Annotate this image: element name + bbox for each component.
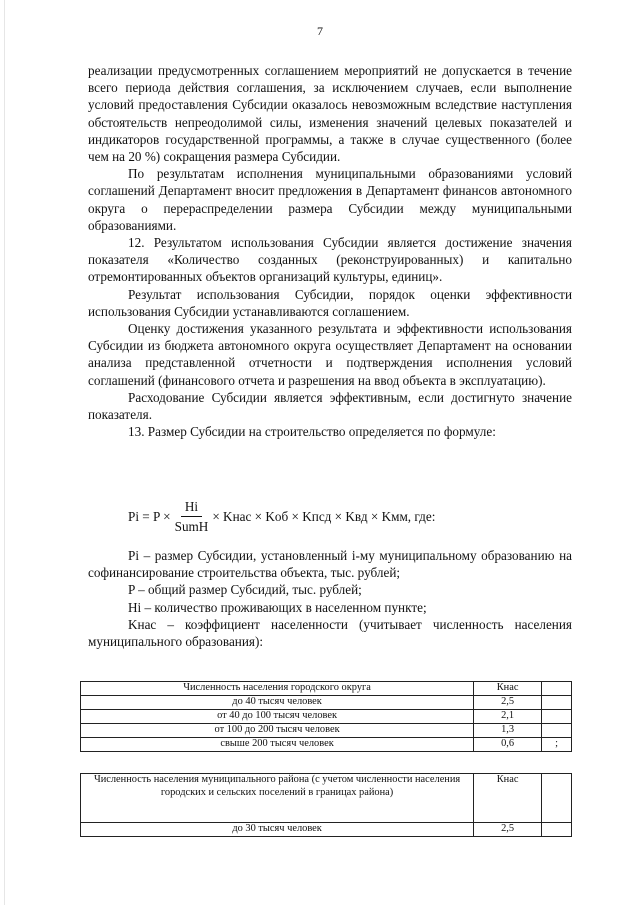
table-header-row xyxy=(81,774,572,823)
table-row xyxy=(81,724,572,738)
table-header-cell: Кнас xyxy=(474,774,542,823)
table-row xyxy=(81,696,572,710)
table-header-cell xyxy=(542,774,572,823)
table-row xyxy=(81,738,572,752)
main-text xyxy=(88,62,572,440)
table-header-row xyxy=(81,682,572,696)
definition-knas: Kнас – коэффициент населенности (учитывает численность населения муниципального образования): xyxy=(88,616,572,650)
definition-p: P – общий размер Субсидий, тыс. рублей; xyxy=(128,582,362,598)
table-cell: до 30 тысяч человек xyxy=(81,823,474,837)
table-cell: от 100 до 200 тысяч человек xyxy=(81,724,474,738)
table-cell: свыше 200 тысяч человек xyxy=(81,738,474,752)
table-header-cell xyxy=(542,682,572,696)
table-cell: 2,5 xyxy=(474,823,542,837)
paragraph-item-12: 12. Результатом использования Субсидии является достижение значения показателя «Количество созданных (реконструированных) и капитально отремонтированных объектов организаций культуры, единиц». xyxy=(88,235,572,285)
table-cell: 2,5 xyxy=(474,696,542,710)
table-cell xyxy=(542,710,572,724)
table-cell xyxy=(542,823,572,837)
page-number: 7 xyxy=(317,24,323,38)
paragraph-result-agreement: Результат использования Субсидии, порядок оценки эффективности использования Субсидии устанавливаются соглашением. xyxy=(88,286,572,319)
district-population-table xyxy=(80,773,572,837)
table-cell: от 40 до 100 тысяч человек xyxy=(81,710,474,724)
paragraph-evaluation: Оценку достижения указанного результата и эффективности использования Субсидии из бюджета автономного округа осуществляет Департамент на основании анализа представленной отчетности и подтверждения исполнения условий соглашений (финансового отчета и разрешения на ввод объекта в эксплуатацию). xyxy=(88,321,572,388)
formula-fraction xyxy=(175,499,209,534)
paragraph-continuation: реализации предусмотренных соглашением мероприятий не допускается в течение всего периода действия соглашения, за исключением случаев, если выполнение условий предоставления Субсидии оказалось невозможным вследствие наступления обстоятельств непреодолимой силы, изменения значений целевых показателей и индикаторов государственной программы, а также в случае существенного (более чем на 20 %) сокращения размера Субсидии. xyxy=(88,63,572,165)
formula-rhs: × Kнас × Kоб × Kпсд × Kвд × Kмм, где: xyxy=(212,508,436,524)
formula-numerator: Hi xyxy=(181,499,202,517)
paragraph-item-13: 13. Размер Субсидии на строительство определяется по формуле: xyxy=(128,424,496,440)
table-cell: до 40 тысяч человек xyxy=(81,696,474,710)
table-header-cell: Численность населения муниципального района (с учетом численности населения городских и сельских поселений в границах района) xyxy=(81,774,474,823)
city-population-table xyxy=(80,681,572,752)
table-row xyxy=(81,823,572,837)
formula-lhs: Pi = P × xyxy=(128,508,171,524)
paragraph-effective: Расходование Субсидии является эффективным, если достигнуто значение показателя. xyxy=(88,389,572,423)
table-cell xyxy=(542,696,572,710)
table-cell xyxy=(542,724,572,738)
table-row xyxy=(81,710,572,724)
table-header-cell: Численность населения городского округа xyxy=(81,682,474,696)
subsidy-formula xyxy=(128,499,435,534)
formula-denominator: SumH xyxy=(174,519,209,534)
table-cell: 2,1 xyxy=(474,710,542,724)
formula-definitions xyxy=(88,547,572,650)
table-cell: 0,6 xyxy=(474,738,542,752)
paragraph-proposals: По результатам исполнения муниципальными образованиями условий соглашений Департамент вносит предложения в Департамент финансов автономного округа о перераспределении размера Субсидии между муниципальными образованиями. xyxy=(88,166,572,233)
table-cell: ; xyxy=(542,738,572,752)
scan-edge-line xyxy=(4,0,5,905)
table-header-cell: Кнас xyxy=(474,682,542,696)
table-cell: 1,3 xyxy=(474,724,542,738)
definition-hi: Hi – количество проживающих в населенном пункте; xyxy=(128,599,427,615)
definition-pi: Pi – размер Субсидии, установленный i-му муниципальному образованию на софинансирование строительства объекта, тыс. рублей; xyxy=(88,548,572,581)
